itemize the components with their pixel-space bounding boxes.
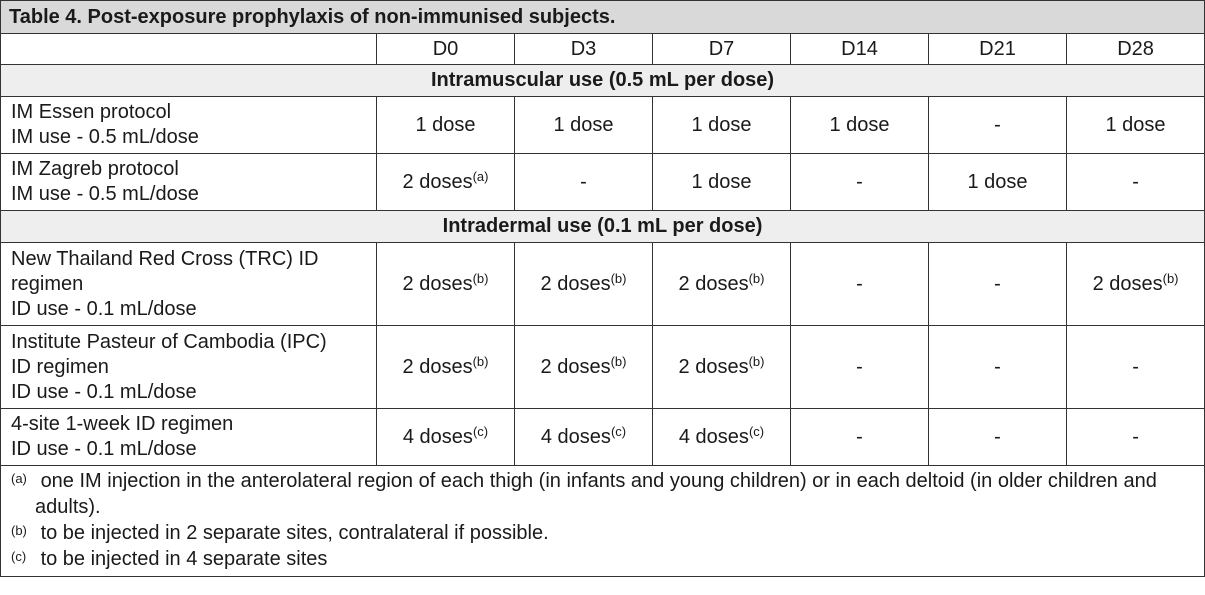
footnote-ref: (b) (748, 353, 765, 369)
dose-value: 1 dose (691, 113, 752, 136)
dose-value: 4 doses (402, 425, 473, 448)
dose-cell (377, 243, 515, 326)
dose-value: - (1132, 355, 1139, 378)
dose-cell (515, 326, 653, 409)
regimen-label-line: ID use - 0.1 mL/dose (11, 438, 197, 460)
footnote-mark: (b) (11, 523, 27, 538)
regimen-label-line: ID use - 0.1 mL/dose (11, 297, 197, 320)
section-heading-row (1, 65, 1205, 97)
day-header: D7 (653, 34, 791, 65)
dose-cell (653, 97, 791, 154)
regimen-label (1, 326, 377, 409)
dose-cell (791, 409, 929, 466)
dose-cell (377, 409, 515, 466)
footnote (11, 520, 1196, 546)
dose-cell (515, 409, 653, 466)
dose-cell (515, 154, 653, 211)
dose-value: 2 doses (540, 272, 611, 295)
dose-value: - (994, 355, 1001, 378)
footnote-mark: (a) (11, 471, 27, 486)
dose-value: 1 dose (415, 113, 476, 136)
dose-value: - (994, 272, 1001, 295)
dose-cell (791, 154, 929, 211)
dose-cell (515, 97, 653, 154)
footnotes (1, 466, 1205, 577)
dose-cell (653, 326, 791, 409)
footnote-ref: (b) (1162, 270, 1179, 286)
table-row (1, 326, 1205, 409)
dose-cell (515, 243, 653, 326)
regimen-label-line: IM use - 0.5 mL/dose (11, 126, 199, 148)
dose-cell (791, 97, 929, 154)
day-header: D21 (929, 34, 1067, 65)
dose-cell (377, 154, 515, 211)
footnote-ref: (a) (472, 168, 489, 184)
table-row (1, 409, 1205, 466)
footnotes-row (1, 466, 1205, 577)
dose-cell (929, 154, 1067, 211)
dose-value: - (856, 425, 863, 448)
section-heading-row (1, 211, 1205, 243)
dose-cell (1067, 154, 1205, 211)
dose-cell (929, 243, 1067, 326)
day-header: D28 (1067, 34, 1205, 65)
dose-value: 1 dose (829, 113, 890, 136)
footnote-text: one IM injection in the anterolateral region of each thigh (in infants and young children) or in each deltoid (in older children and adults). (35, 470, 1157, 518)
footnote-ref: (c) (472, 423, 489, 439)
dose-cell (377, 97, 515, 154)
dose-value: 2 doses (1092, 272, 1163, 295)
header-corner-cell (1, 34, 377, 65)
day-header-row (1, 34, 1205, 65)
footnote-ref: (b) (610, 270, 627, 286)
dose-value: 1 dose (967, 170, 1028, 193)
dose-value: - (856, 170, 863, 193)
dose-cell (929, 97, 1067, 154)
regimen-label-line: 4-site 1-week ID regimen (11, 413, 234, 435)
dose-value: 2 doses (678, 272, 749, 295)
section-heading: Intramuscular use (0.5 mL per dose) (1, 65, 1205, 97)
table-row (1, 154, 1205, 211)
dose-cell (791, 326, 929, 409)
dose-value: 1 dose (553, 113, 614, 136)
footnote (11, 546, 1196, 572)
footnote-ref: (c) (748, 423, 765, 439)
dose-value: 4 doses (540, 425, 611, 448)
regimen-label-line: IM Essen protocol (11, 101, 172, 123)
regimen-label-line: New Thailand Red Cross (TRC) ID (11, 247, 319, 270)
dose-value: 1 dose (691, 170, 752, 193)
regimen-label (1, 243, 377, 326)
regimen-label (1, 97, 377, 154)
dose-value: 2 doses (540, 355, 611, 378)
section-heading: Intradermal use (0.1 mL per dose) (1, 211, 1205, 243)
dose-value: - (994, 113, 1001, 136)
footnote-ref: (b) (610, 353, 627, 369)
table-row (1, 97, 1205, 154)
regimen-label-line: Institute Pasteur of Cambodia (IPC) (11, 330, 327, 353)
dose-cell (1067, 326, 1205, 409)
regimen-label-line: regimen (11, 272, 84, 295)
regimen-label (1, 154, 377, 211)
day-header: D3 (515, 34, 653, 65)
regimen-label-line: ID use - 0.1 mL/dose (11, 380, 197, 403)
dose-value: - (856, 355, 863, 378)
dose-value: - (994, 425, 1001, 448)
footnote-text: to be injected in 2 separate sites, contralateral if possible. (40, 522, 549, 544)
dose-cell (1067, 97, 1205, 154)
day-header: D14 (791, 34, 929, 65)
dose-value: - (580, 170, 587, 193)
regimen-label-line: IM Zagreb protocol (11, 158, 179, 180)
dose-value: 2 doses (402, 170, 473, 193)
footnote-text: to be injected in 4 separate sites (40, 548, 328, 570)
dose-value: 1 dose (1105, 113, 1166, 136)
footnote-ref: (b) (472, 270, 489, 286)
dose-cell (1067, 243, 1205, 326)
footnote-mark: (c) (11, 549, 27, 564)
dose-cell (791, 243, 929, 326)
regimen-label (1, 409, 377, 466)
dose-value: - (856, 272, 863, 295)
regimen-label-line: IM use - 0.5 mL/dose (11, 183, 199, 205)
dose-cell (377, 326, 515, 409)
regimen-label-line: ID regimen (11, 355, 109, 378)
dose-value: 2 doses (678, 355, 749, 378)
dose-value: 2 doses (402, 272, 473, 295)
dose-cell (1067, 409, 1205, 466)
footnote-ref: (b) (472, 353, 489, 369)
dose-cell (929, 326, 1067, 409)
table-title: Table 4. Post-exposure prophylaxis of non-immunised subjects. (1, 1, 1205, 34)
dose-value: 2 doses (402, 355, 473, 378)
day-header: D0 (377, 34, 515, 65)
dose-cell (653, 154, 791, 211)
dose-value: - (1132, 425, 1139, 448)
table-row (1, 243, 1205, 326)
dose-value: 4 doses (678, 425, 749, 448)
dose-cell (929, 409, 1067, 466)
footnote-ref: (b) (748, 270, 765, 286)
footnote (11, 468, 1196, 520)
table-title-row (1, 1, 1205, 34)
footnote-ref: (c) (610, 423, 627, 439)
dose-value: - (1132, 170, 1139, 193)
dose-cell (653, 409, 791, 466)
dose-cell (653, 243, 791, 326)
